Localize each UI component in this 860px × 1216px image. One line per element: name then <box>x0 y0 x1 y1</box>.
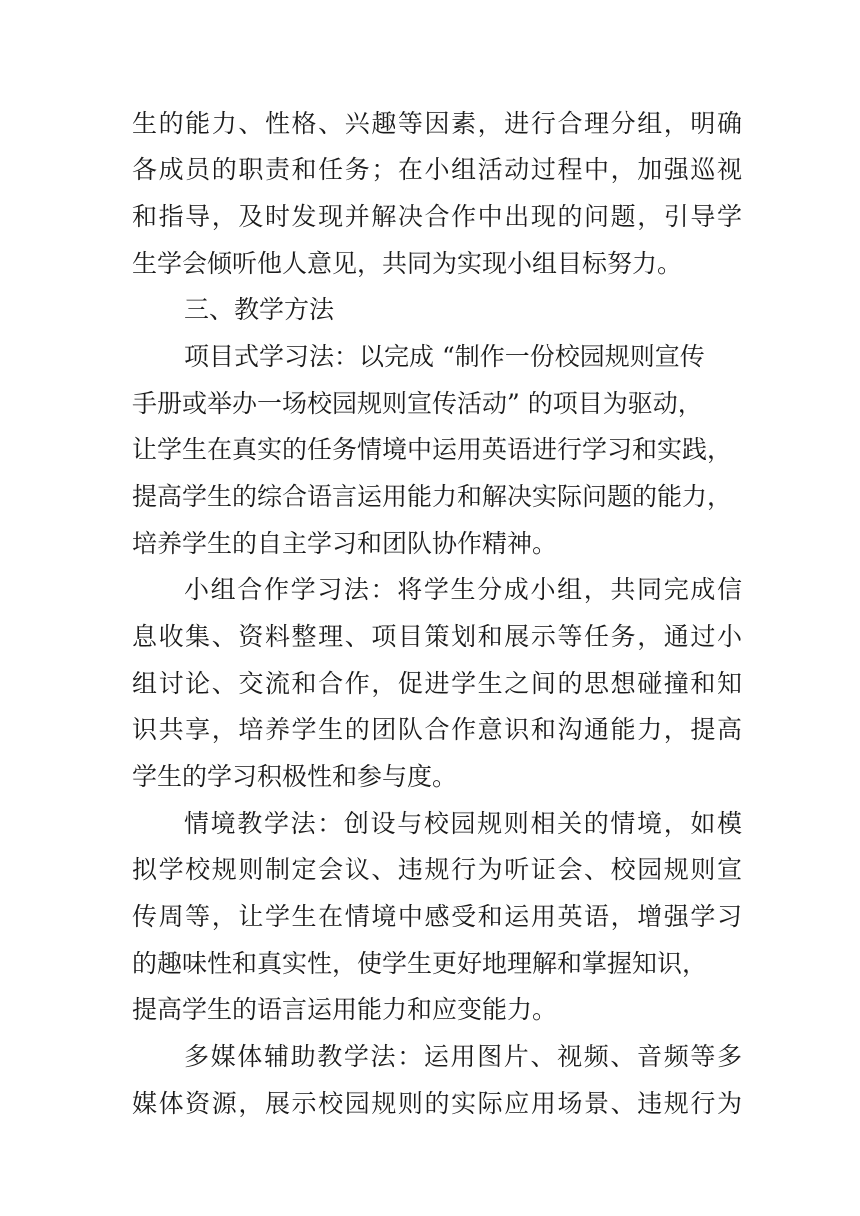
paragraph-line: 拟学校规则制定会议、违规行为听证会、校园规则宣 <box>132 855 742 884</box>
paragraph-line: 让学生在真实的任务情境中运用英语进行学习和实践， <box>132 435 733 464</box>
paragraph-line: 息收集、资料整理、项目策划和展示等任务，通过小 <box>132 622 742 651</box>
paragraph-line: 培养学生的自主学习和团队协作精神。 <box>132 529 558 558</box>
paragraph-line: 生的能力、性格、兴趣等因素，进行合理分组，明确 <box>132 109 742 138</box>
paragraph-line: 情境教学法：创设与校园规则相关的情境，如模 <box>184 809 742 838</box>
paragraph-line: 的趣味性和真实性，使学生更好地理解和掌握知识， <box>132 949 708 978</box>
paragraph-line: 提高学生的综合语言运用能力和解决实际问题的能力， <box>132 482 733 511</box>
paragraph-line: 项目式学习法：以完成 “制作一份校园规则宣传 <box>184 342 705 371</box>
paragraph-line: 生学会倾听他人意见，共同为实现小组目标努力。 <box>132 249 683 278</box>
paragraph-line: 识共享，培养学生的团队合作意识和沟通能力，提高 <box>132 715 742 744</box>
section-heading: 三、教学方法 <box>184 295 335 324</box>
paragraph-line: 小组合作学习法：将学生分成小组，共同完成信 <box>184 575 742 604</box>
paragraph-line: 组讨论、交流和合作，促进学生之间的思想碰撞和知 <box>132 669 742 698</box>
paragraph-line: 提高学生的语言运用能力和应变能力。 <box>132 995 558 1024</box>
paragraph-line: 手册或举办一场校园规则宣传活动” 的项目为驱动， <box>132 389 703 418</box>
paragraph-line: 各成员的职责和任务；在小组活动过程中，加强巡视 <box>132 155 742 184</box>
paragraph-line: 学生的学习积极性和参与度。 <box>132 762 458 791</box>
paragraph-line: 多媒体辅助教学法：运用图片、视频、音频等多 <box>184 1042 742 1071</box>
paragraph-line: 和指导，及时发现并解决合作中出现的问题，引导学 <box>132 202 742 231</box>
paragraph-line: 传周等，让学生在情境中感受和运用英语，增强学习 <box>132 902 742 931</box>
paragraph-line: 媒体资源，展示校园规则的实际应用场景、违规行为 <box>132 1089 742 1118</box>
